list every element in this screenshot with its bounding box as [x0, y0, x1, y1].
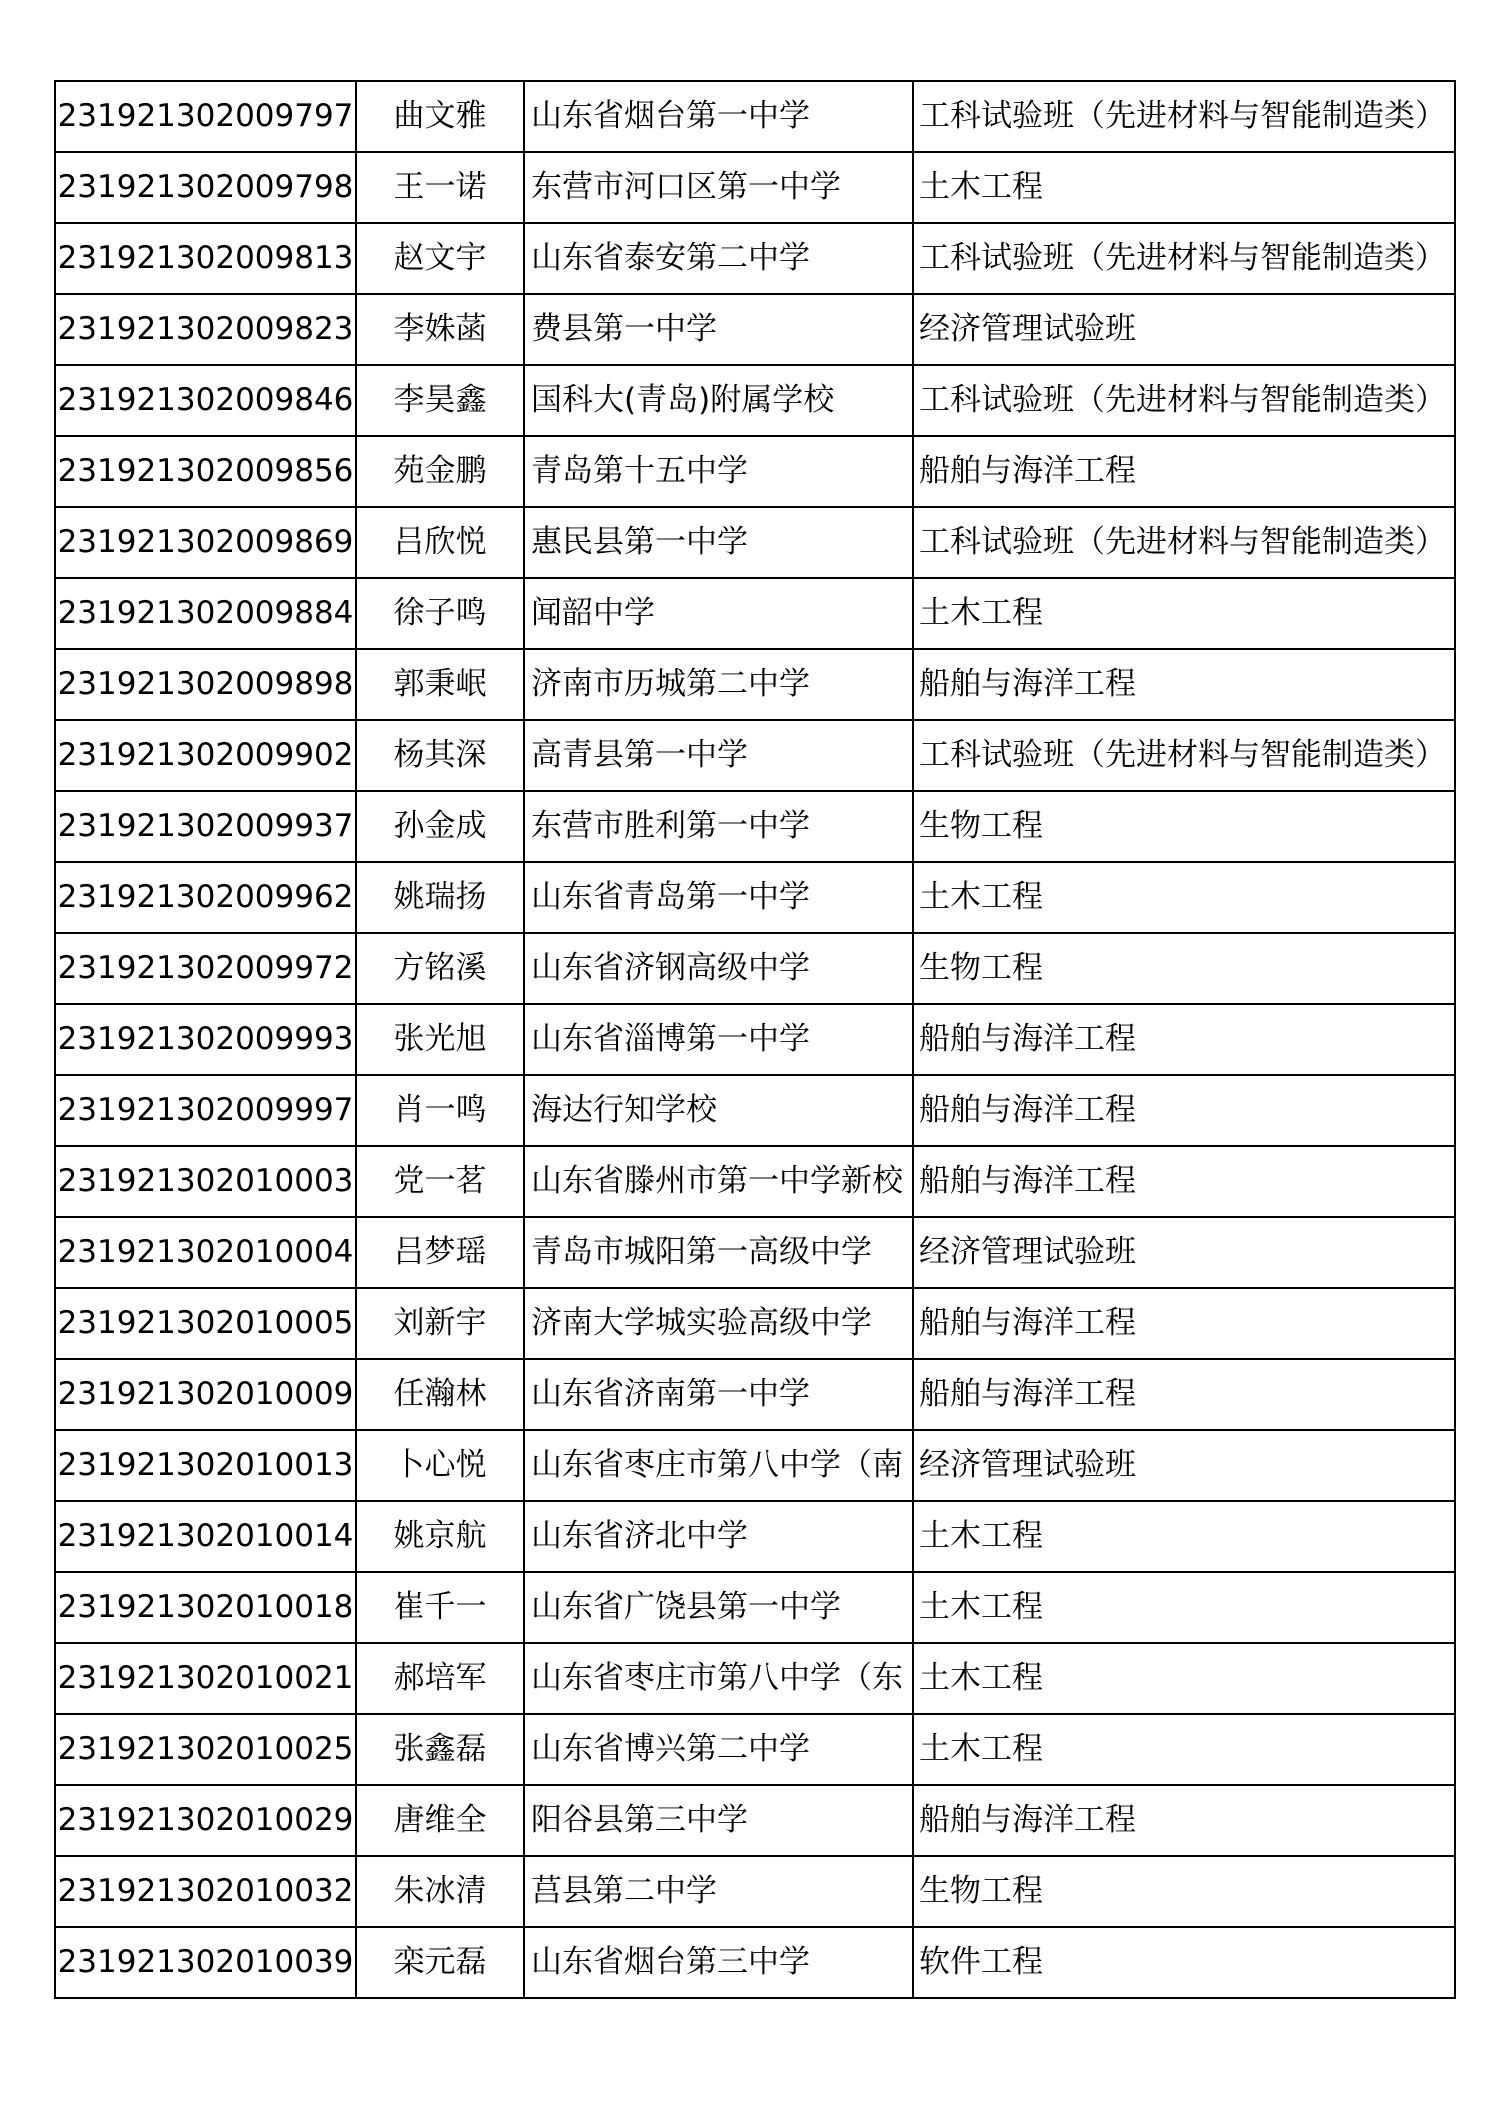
table-row — [55, 1714, 1455, 1785]
student-name-cell: 赵文宇 — [356, 223, 524, 294]
school-cell: 济南大学城实验高级中学 — [524, 1288, 913, 1359]
table-row — [55, 1288, 1455, 1359]
major-cell: 生物工程 — [913, 933, 1455, 1004]
student-name-cell: 姚京航 — [356, 1501, 524, 1572]
admission-list-table — [54, 80, 1456, 1999]
student-name-cell: 徐子鸣 — [356, 578, 524, 649]
school-cell: 山东省青岛第一中学 — [524, 862, 913, 933]
major-cell: 船舶与海洋工程 — [913, 436, 1455, 507]
major-cell: 土木工程 — [913, 578, 1455, 649]
school-cell: 山东省广饶县第一中学 — [524, 1572, 913, 1643]
table-row — [55, 862, 1455, 933]
table-row — [55, 1430, 1455, 1501]
student-name-cell: 卜心悦 — [356, 1430, 524, 1501]
table-row — [55, 365, 1455, 436]
table-body — [55, 81, 1455, 1998]
major-cell: 工科试验班（先进材料与智能制造类） — [913, 223, 1455, 294]
student-name-cell: 肖一鸣 — [356, 1075, 524, 1146]
candidate-id-cell: 231921302010005 — [55, 1288, 356, 1359]
school-cell: 阳谷县第三中学 — [524, 1785, 913, 1856]
school-cell: 山东省济北中学 — [524, 1501, 913, 1572]
major-cell: 船舶与海洋工程 — [913, 1004, 1455, 1075]
candidate-id-cell: 231921302010003 — [55, 1146, 356, 1217]
major-cell: 土木工程 — [913, 1572, 1455, 1643]
candidate-id-cell: 231921302009813 — [55, 223, 356, 294]
major-cell: 土木工程 — [913, 1643, 1455, 1714]
school-cell: 海达行知学校 — [524, 1075, 913, 1146]
major-cell: 工科试验班（先进材料与智能制造类） — [913, 81, 1455, 152]
student-name-cell: 任瀚林 — [356, 1359, 524, 1430]
student-name-cell: 姚瑞扬 — [356, 862, 524, 933]
candidate-id-cell: 231921302010039 — [55, 1927, 356, 1998]
school-cell: 东营市河口区第一中学 — [524, 152, 913, 223]
student-name-cell: 吕欣悦 — [356, 507, 524, 578]
table-row — [55, 1004, 1455, 1075]
school-cell: 山东省淄博第一中学 — [524, 1004, 913, 1075]
table-row — [55, 1785, 1455, 1856]
major-cell: 经济管理试验班 — [913, 1430, 1455, 1501]
student-name-cell: 张光旭 — [356, 1004, 524, 1075]
table-row — [55, 1643, 1455, 1714]
major-cell: 经济管理试验班 — [913, 294, 1455, 365]
table-row — [55, 294, 1455, 365]
student-name-cell: 李姝菡 — [356, 294, 524, 365]
student-name-cell: 唐维全 — [356, 1785, 524, 1856]
candidate-id-cell: 231921302010014 — [55, 1501, 356, 1572]
major-cell: 生物工程 — [913, 791, 1455, 862]
table-row — [55, 1075, 1455, 1146]
major-cell: 船舶与海洋工程 — [913, 1075, 1455, 1146]
candidate-id-cell: 231921302010018 — [55, 1572, 356, 1643]
student-name-cell: 朱冰清 — [356, 1856, 524, 1927]
major-cell: 软件工程 — [913, 1927, 1455, 1998]
major-cell: 工科试验班（先进材料与智能制造类） — [913, 720, 1455, 791]
candidate-id-cell: 231921302010021 — [55, 1643, 356, 1714]
student-name-cell: 曲文雅 — [356, 81, 524, 152]
major-cell: 工科试验班（先进材料与智能制造类） — [913, 365, 1455, 436]
candidate-id-cell: 231921302010029 — [55, 1785, 356, 1856]
candidate-id-cell: 231921302009869 — [55, 507, 356, 578]
school-cell: 山东省济钢高级中学 — [524, 933, 913, 1004]
school-cell: 山东省博兴第二中学 — [524, 1714, 913, 1785]
school-cell: 山东省济南第一中学 — [524, 1359, 913, 1430]
candidate-id-cell: 231921302009798 — [55, 152, 356, 223]
candidate-id-cell: 231921302009962 — [55, 862, 356, 933]
major-cell: 土木工程 — [913, 152, 1455, 223]
candidate-id-cell: 231921302009846 — [55, 365, 356, 436]
school-cell: 山东省烟台第三中学 — [524, 1927, 913, 1998]
student-name-cell: 吕梦瑶 — [356, 1217, 524, 1288]
major-cell: 经济管理试验班 — [913, 1217, 1455, 1288]
school-cell: 山东省滕州市第一中学新校 — [524, 1146, 913, 1217]
table-row — [55, 1856, 1455, 1927]
school-cell: 费县第一中学 — [524, 294, 913, 365]
table-row — [55, 507, 1455, 578]
student-name-cell: 郝培军 — [356, 1643, 524, 1714]
candidate-id-cell: 231921302009898 — [55, 649, 356, 720]
major-cell: 土木工程 — [913, 1714, 1455, 1785]
school-cell: 山东省烟台第一中学 — [524, 81, 913, 152]
major-cell: 船舶与海洋工程 — [913, 1785, 1455, 1856]
student-name-cell: 王一诺 — [356, 152, 524, 223]
candidate-id-cell: 231921302009997 — [55, 1075, 356, 1146]
student-name-cell: 张鑫磊 — [356, 1714, 524, 1785]
school-cell: 东营市胜利第一中学 — [524, 791, 913, 862]
student-name-cell: 党一茗 — [356, 1146, 524, 1217]
school-cell: 山东省泰安第二中学 — [524, 223, 913, 294]
school-cell: 国科大(青岛)附属学校 — [524, 365, 913, 436]
student-name-cell: 栾元磊 — [356, 1927, 524, 1998]
school-cell: 高青县第一中学 — [524, 720, 913, 791]
school-cell: 山东省枣庄市第八中学（南 — [524, 1430, 913, 1501]
candidate-id-cell: 231921302009856 — [55, 436, 356, 507]
table-row — [55, 1359, 1455, 1430]
major-cell: 船舶与海洋工程 — [913, 1146, 1455, 1217]
school-cell: 青岛市城阳第一高级中学 — [524, 1217, 913, 1288]
table-row — [55, 1927, 1455, 1998]
candidate-id-cell: 231921302009993 — [55, 1004, 356, 1075]
school-cell: 济南市历城第二中学 — [524, 649, 913, 720]
candidate-id-cell: 231921302009902 — [55, 720, 356, 791]
student-name-cell: 苑金鹏 — [356, 436, 524, 507]
candidate-id-cell: 231921302009823 — [55, 294, 356, 365]
table-row — [55, 933, 1455, 1004]
table-row — [55, 649, 1455, 720]
table-row — [55, 578, 1455, 649]
student-name-cell: 杨其深 — [356, 720, 524, 791]
table-row — [55, 1217, 1455, 1288]
major-cell: 船舶与海洋工程 — [913, 1288, 1455, 1359]
candidate-id-cell: 231921302010025 — [55, 1714, 356, 1785]
student-name-cell: 郭秉岷 — [356, 649, 524, 720]
table-row — [55, 1146, 1455, 1217]
school-cell: 莒县第二中学 — [524, 1856, 913, 1927]
table-row — [55, 436, 1455, 507]
student-name-cell: 崔千一 — [356, 1572, 524, 1643]
candidate-id-cell: 231921302010013 — [55, 1430, 356, 1501]
major-cell: 工科试验班（先进材料与智能制造类） — [913, 507, 1455, 578]
student-name-cell: 方铭溪 — [356, 933, 524, 1004]
major-cell: 土木工程 — [913, 862, 1455, 933]
school-cell: 青岛第十五中学 — [524, 436, 913, 507]
major-cell: 船舶与海洋工程 — [913, 1359, 1455, 1430]
candidate-id-cell: 231921302010004 — [55, 1217, 356, 1288]
table-row — [55, 81, 1455, 152]
school-cell: 闻韶中学 — [524, 578, 913, 649]
student-name-cell: 李昊鑫 — [356, 365, 524, 436]
candidate-id-cell: 231921302009937 — [55, 791, 356, 862]
table-row — [55, 1572, 1455, 1643]
major-cell: 生物工程 — [913, 1856, 1455, 1927]
table-row — [55, 152, 1455, 223]
school-cell: 惠民县第一中学 — [524, 507, 913, 578]
candidate-id-cell: 231921302009797 — [55, 81, 356, 152]
table-row — [55, 791, 1455, 862]
student-name-cell: 孙金成 — [356, 791, 524, 862]
student-name-cell: 刘新宇 — [356, 1288, 524, 1359]
school-cell: 山东省枣庄市第八中学（东 — [524, 1643, 913, 1714]
table-row — [55, 720, 1455, 791]
candidate-id-cell: 231921302009972 — [55, 933, 356, 1004]
table-row — [55, 1501, 1455, 1572]
candidate-id-cell: 231921302010009 — [55, 1359, 356, 1430]
candidate-id-cell: 231921302010032 — [55, 1856, 356, 1927]
major-cell: 船舶与海洋工程 — [913, 649, 1455, 720]
candidate-id-cell: 231921302009884 — [55, 578, 356, 649]
major-cell: 土木工程 — [913, 1501, 1455, 1572]
table-row — [55, 223, 1455, 294]
